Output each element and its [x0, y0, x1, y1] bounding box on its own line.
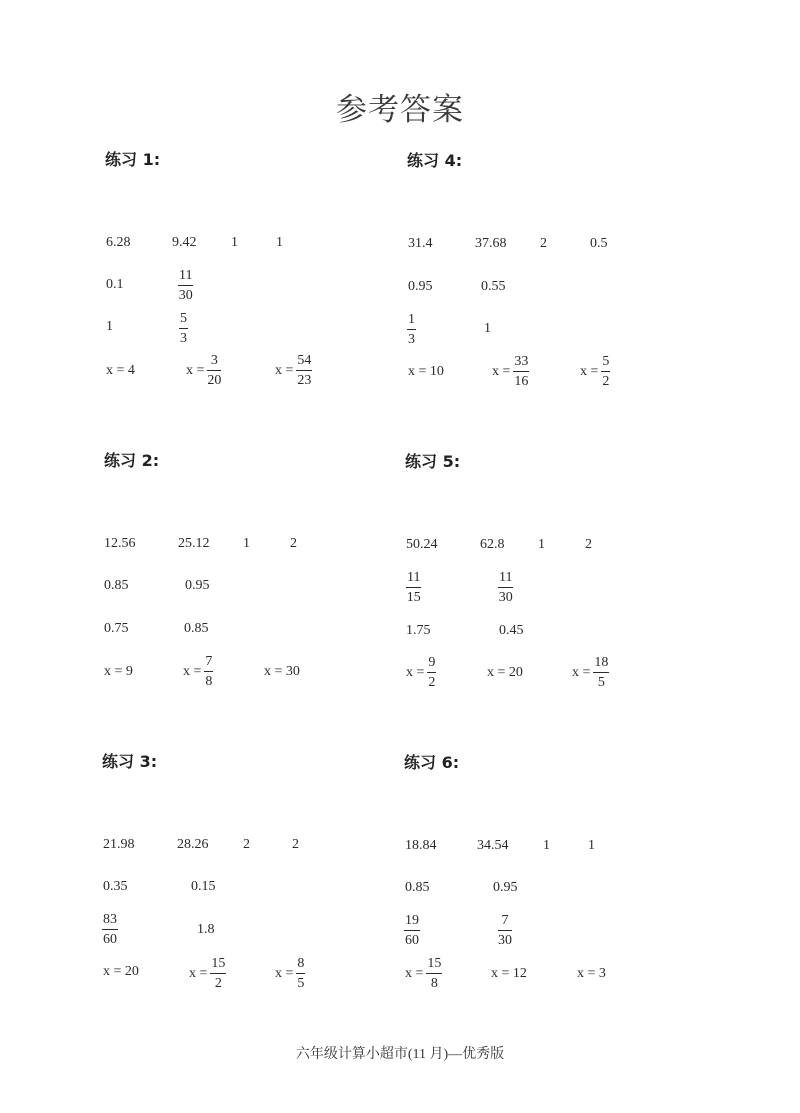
answer: 1	[106, 319, 113, 334]
denominator: 3	[180, 331, 187, 346]
answer: 0.45	[499, 623, 524, 638]
equation-answer	[275, 353, 312, 389]
answer-fraction	[210, 956, 226, 992]
page-title: 参考答案	[336, 92, 464, 128]
answer: 0.35	[103, 879, 128, 894]
numerator: 54	[296, 353, 312, 371]
answer: 0.95	[185, 578, 210, 593]
answer-fraction	[498, 913, 512, 949]
answer-fraction	[296, 353, 312, 389]
numerator: 11	[178, 268, 193, 286]
answer: 0.75	[104, 621, 129, 636]
exercise-5-heading: 练习 5:	[405, 452, 461, 471]
numerator: 1	[407, 312, 416, 330]
denominator: 3	[408, 332, 415, 347]
denominator: 2	[602, 374, 610, 389]
equation-answer: x = 10	[408, 364, 444, 379]
answer: 1	[231, 235, 238, 250]
equation-prefix: x =	[492, 364, 511, 379]
equation-prefix: x =	[189, 966, 208, 981]
exercise-4-heading: 练习 4:	[407, 151, 463, 170]
equation-answer	[186, 353, 221, 389]
denominator: 16	[514, 374, 529, 389]
denominator: 5	[597, 675, 605, 690]
page-footer: 六年级计算小超市(11 月)—优秀版	[295, 1047, 505, 1062]
denominator: 8	[430, 976, 438, 991]
equation-answer	[572, 655, 609, 691]
numerator: 8	[296, 956, 305, 974]
answer: 0.85	[104, 578, 129, 593]
answer: 25.12	[178, 536, 210, 551]
denominator: 60	[405, 933, 419, 948]
answer: 2	[290, 536, 297, 551]
numerator: 15	[210, 956, 226, 974]
denominator: 15	[406, 590, 421, 605]
exercise-2-heading: 练习 2:	[104, 451, 160, 470]
numerator: 11	[498, 570, 513, 588]
equation-answer	[183, 654, 213, 690]
numerator: 83	[102, 912, 118, 930]
denominator: 20	[207, 373, 222, 388]
answer: 12.56	[104, 536, 136, 551]
answer: 1	[588, 838, 595, 853]
equation-answer: x = 12	[491, 966, 527, 981]
answer: 1.75	[406, 623, 431, 638]
answer: 0.1	[106, 277, 124, 292]
equation-answer: x = 4	[106, 363, 135, 378]
answer: 0.95	[493, 880, 518, 895]
equation-answer	[406, 655, 436, 691]
answer: 37.68	[475, 236, 507, 251]
denominator: 2	[428, 675, 436, 690]
equation-prefix: x =	[183, 664, 202, 679]
answer: 9.42	[172, 235, 197, 250]
answer: 2	[540, 236, 547, 251]
answer: 0.85	[184, 621, 209, 636]
answer-fraction	[426, 956, 442, 992]
exercise-1-heading: 练习 1:	[105, 150, 161, 169]
answer: 1	[276, 235, 283, 250]
numerator: 11	[406, 570, 421, 588]
equation-answer: x = 20	[103, 964, 139, 979]
answer-fraction	[498, 570, 513, 606]
equation-prefix: x =	[580, 364, 599, 379]
equation-prefix: x =	[572, 665, 591, 680]
answer: 1	[243, 536, 250, 551]
answer-fraction	[178, 268, 193, 304]
numerator: 7	[204, 654, 213, 672]
equation-prefix: x =	[405, 966, 424, 981]
equation-answer: x = 3	[577, 966, 606, 981]
denominator: 60	[103, 932, 117, 947]
answer-fraction	[593, 655, 609, 691]
answer-fraction	[601, 354, 610, 390]
equation-prefix: x =	[275, 966, 294, 981]
equation-prefix: x =	[275, 363, 294, 378]
answer-fraction	[204, 654, 213, 690]
denominator: 8	[205, 674, 213, 689]
answer-fraction	[404, 913, 420, 949]
answer: 6.28	[106, 235, 131, 250]
denominator: 30	[498, 590, 513, 605]
answer-fraction	[407, 312, 416, 348]
answer: 0.55	[481, 279, 506, 294]
denominator: 5	[297, 976, 305, 991]
equation-answer	[189, 956, 226, 992]
numerator: 33	[513, 354, 529, 372]
answer: 34.54	[477, 838, 509, 853]
numerator: 9	[427, 655, 436, 673]
answer-fraction	[207, 353, 221, 389]
numerator: 7	[498, 913, 512, 931]
answer: 1.8	[197, 922, 215, 937]
denominator: 30	[498, 933, 512, 948]
numerator: 5	[179, 311, 188, 329]
equation-prefix: x =	[406, 665, 425, 680]
numerator: 18	[593, 655, 609, 673]
equation-answer: x = 9	[104, 664, 133, 679]
answer: 50.24	[406, 537, 438, 552]
equation-answer	[405, 956, 442, 992]
answer-fraction	[513, 354, 529, 390]
equation-answer: x = 30	[264, 664, 300, 679]
answer-fraction	[406, 570, 421, 606]
exercise-6-heading: 练习 6:	[404, 753, 460, 772]
numerator: 15	[426, 956, 442, 974]
answer: 2	[585, 537, 592, 552]
answer: 18.84	[405, 838, 437, 853]
equation-answer: x = 20	[487, 665, 523, 680]
answer-fraction	[179, 311, 188, 347]
answer: 2	[292, 837, 299, 852]
answer-fraction	[296, 956, 305, 992]
numerator: 19	[404, 913, 420, 931]
equation-answer	[275, 956, 305, 992]
answer: 2	[243, 837, 250, 852]
equation-prefix: x =	[186, 363, 205, 378]
answer: 0.5	[590, 236, 608, 251]
equation-answer	[492, 354, 529, 390]
answer-fraction	[427, 655, 436, 691]
answer: 28.26	[177, 837, 209, 852]
denominator: 30	[178, 288, 193, 303]
answer: 62.8	[480, 537, 505, 552]
answer: 31.4	[408, 236, 433, 251]
equation-answer	[580, 354, 610, 390]
answer: 0.95	[408, 279, 433, 294]
answer: 1	[538, 537, 545, 552]
denominator: 23	[297, 373, 312, 388]
numerator: 5	[601, 354, 610, 372]
answer: 0.15	[191, 879, 216, 894]
answer: 0.85	[405, 880, 430, 895]
numerator: 3	[207, 353, 221, 371]
answer: 1	[543, 838, 550, 853]
exercise-3-heading: 练习 3:	[102, 752, 158, 771]
answer: 1	[484, 321, 491, 336]
answer: 21.98	[103, 837, 135, 852]
answer-fraction	[102, 912, 118, 948]
denominator: 2	[214, 976, 222, 991]
